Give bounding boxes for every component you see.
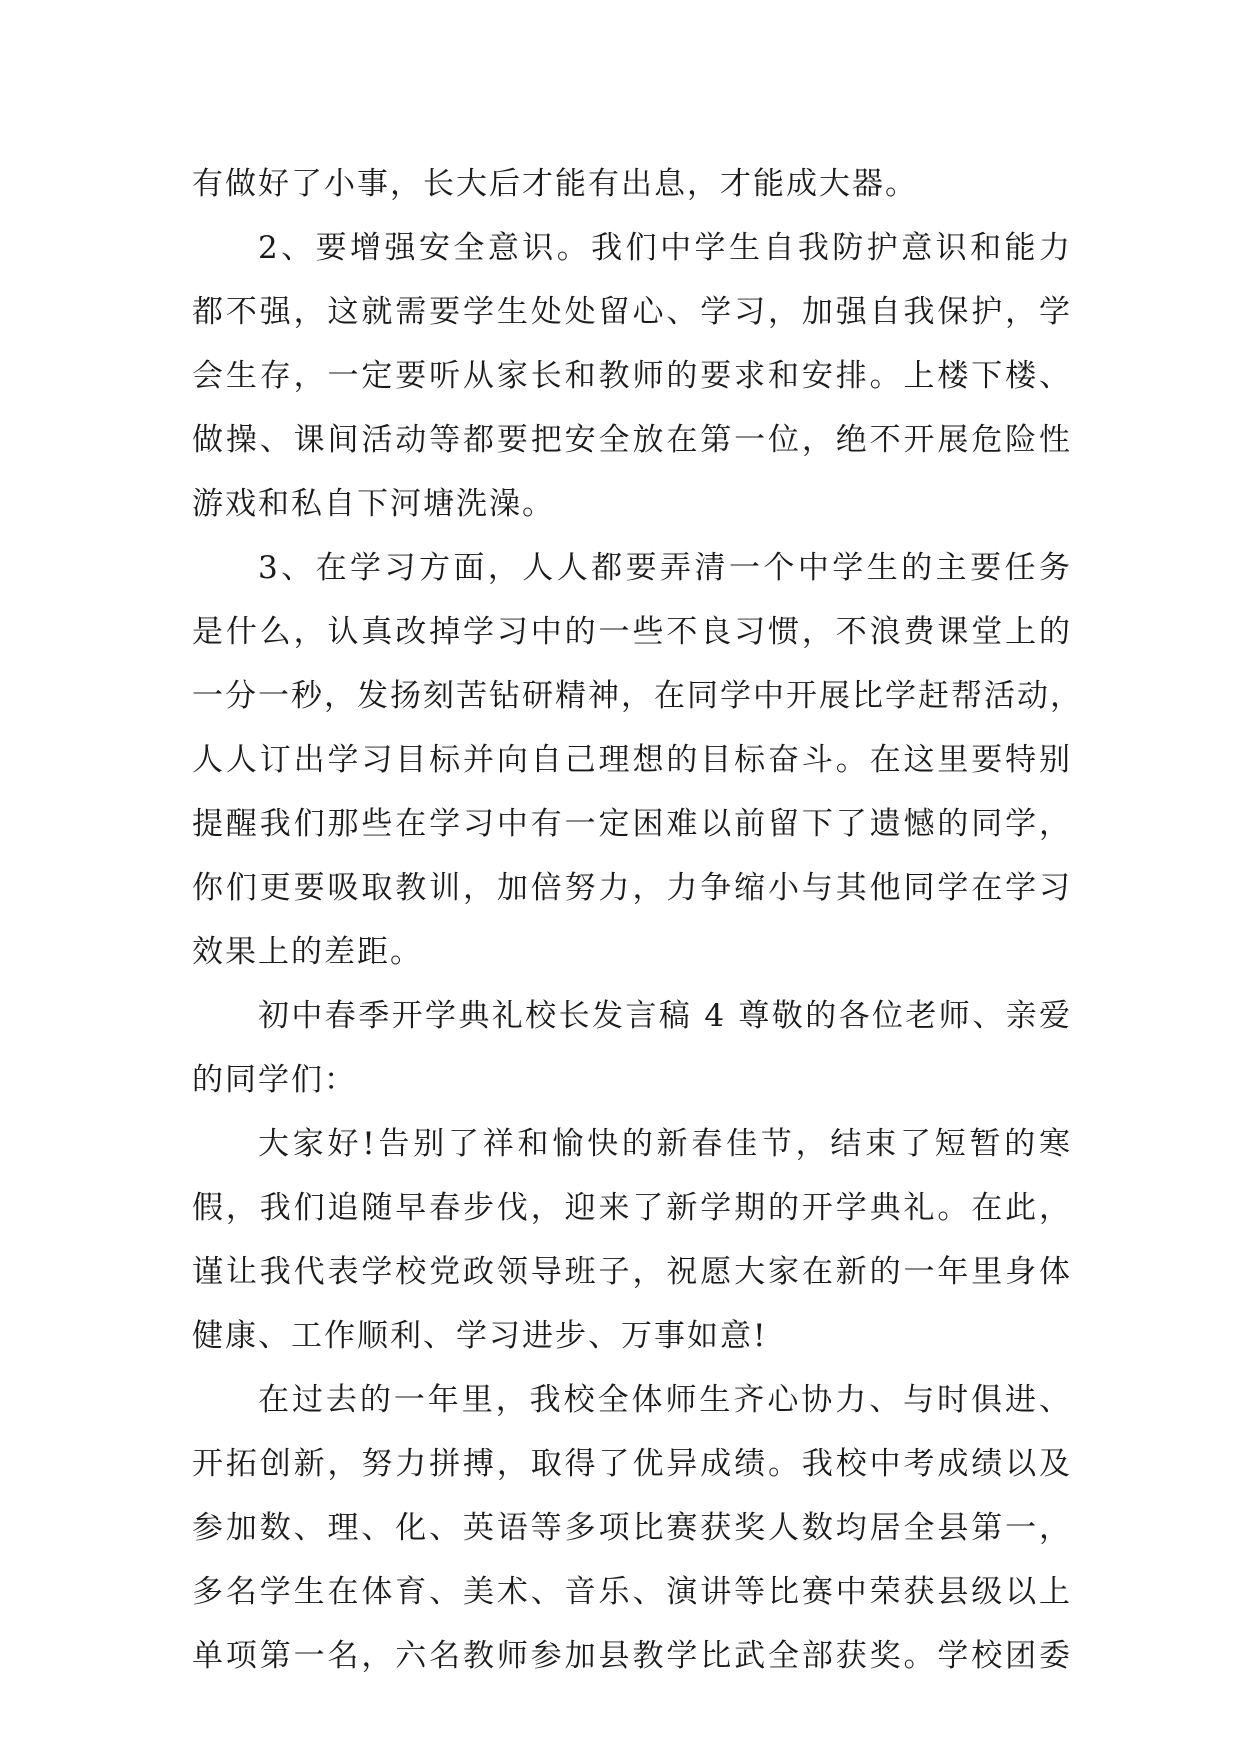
body-text bbox=[192, 152, 1083, 1688]
text-line: 人人订出学习目标并向自己理想的目标奋斗。在这里要特别 bbox=[192, 742, 1072, 778]
text-line: 你们更要吸取教训，加倍努力，力争缩小与其他同学在学习 bbox=[192, 870, 1072, 906]
text-line: 会生存，一定要听从家长和教师的要求和安排。上楼下楼、 bbox=[192, 358, 1072, 394]
text-line: 游戏和私自下河塘洗澡。 bbox=[192, 486, 555, 522]
text-line: 参加数、理、化、英语等多项比赛获奖人数均居全县第一， bbox=[192, 1510, 1072, 1546]
text-line: 大家好!告别了祥和愉快的新春佳节，结束了短暂的寒 bbox=[258, 1126, 1072, 1162]
text-line: 提醒我们那些在学习中有一定困难以前留下了遗憾的同学， bbox=[192, 806, 1072, 842]
text-line: 在过去的一年里，我校全体师生齐心协力、与时俱进、 bbox=[258, 1382, 1072, 1418]
text-line: 3、在学习方面，人人都要弄清一个中学生的主要任务 bbox=[258, 550, 1072, 586]
text-line: 谨让我代表学校党政领导班子，祝愿大家在新的一年里身体 bbox=[192, 1254, 1072, 1290]
text-line: 多名学生在体育、美术、音乐、演讲等比赛中荣获县级以上 bbox=[192, 1574, 1072, 1610]
text-line: 单项第一名，六名教师参加县教学比武全部获奖。学校团委 bbox=[192, 1638, 1072, 1674]
text-line: 的同学们： bbox=[192, 1062, 357, 1098]
text-line: 健康、工作顺利、学习进步、万事如意! bbox=[192, 1318, 768, 1354]
text-line: 2、要增强安全意识。我们中学生自我防护意识和能力 bbox=[258, 230, 1072, 266]
text-line: 效果上的差距。 bbox=[192, 934, 423, 970]
text-line: 有做好了小事，长大后才能有出息，才能成大器。 bbox=[192, 166, 918, 202]
text-line: 假，我们追随早春步伐，迎来了新学期的开学典礼。在此， bbox=[192, 1190, 1072, 1226]
text-line: 是什么，认真改掉学习中的一些不良习惯，不浪费课堂上的 bbox=[192, 614, 1072, 650]
text-line: 都不强，这就需要学生处处留心、学习，加强自我保护，学 bbox=[192, 294, 1072, 330]
text-line: 做操、课间活动等都要把安全放在第一位，绝不开展危险性 bbox=[192, 422, 1072, 458]
text-line: 初中春季开学典礼校长发言稿 4 尊敬的各位老师、亲爱 bbox=[258, 998, 1072, 1034]
text-line: 开拓创新，努力拼搏，取得了优异成绩。我校中考成绩以及 bbox=[192, 1446, 1072, 1482]
text-line: 一分一秒，发扬刻苦钻研精神，在同学中开展比学赶帮活动， bbox=[192, 678, 1083, 714]
